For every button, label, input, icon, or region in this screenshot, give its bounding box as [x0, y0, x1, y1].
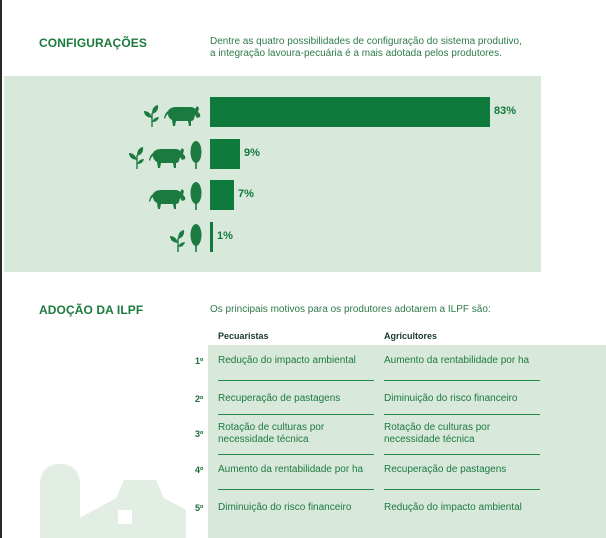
bar-1 [210, 97, 490, 127]
bar-icons-4 [169, 224, 202, 252]
row-separator [218, 489, 374, 490]
cell-agricultores-2: Diminuição do risco financeiro [384, 393, 518, 404]
rank-1: 1º [195, 356, 204, 366]
row-separator [384, 414, 540, 415]
section-title-configuracoes: CONFIGURAÇÕES [39, 36, 147, 50]
bar-4 [210, 222, 213, 252]
column-header-pecuaristas: Pecuaristas [218, 331, 269, 341]
cell-agricultores-3: Rotação de culturas por necessidade técnica [384, 422, 491, 445]
cell-pecuaristas-1: Redução do impacto ambiental [218, 355, 356, 366]
rank-2: 2º [195, 394, 204, 404]
cell-pecuaristas-2: Recuperação de pastagens [218, 393, 341, 404]
rank-5: 5º [195, 503, 204, 513]
tree-icon [190, 224, 202, 252]
bar-value-label-1: 83% [494, 105, 517, 117]
bar-icons-2 [128, 141, 202, 169]
rank-4: 4º [195, 465, 204, 475]
row-separator [384, 489, 540, 490]
section-description-line2: a integração lavoura-pecuária é a mais adotada pelos produtores. [210, 48, 502, 59]
bar-2 [210, 139, 240, 169]
bar-icons-3 [149, 182, 202, 210]
cell-pecuaristas-4: Aumento da rentabilidade por ha [218, 464, 364, 475]
cell-agricultores-5: Redução do impacto ambiental [384, 502, 522, 513]
row-separator [218, 414, 374, 415]
row-separator [218, 454, 374, 455]
row-separator [384, 454, 540, 455]
sprout-icon [169, 230, 187, 252]
bar-value-label-3: 7% [238, 188, 254, 200]
sprout-icon [143, 105, 161, 127]
section-title-adocao: ADOÇÃO DA ILPF [39, 303, 144, 317]
row-separator [218, 380, 374, 381]
row-separator [384, 380, 540, 381]
section-intro: Os principais motivos para os produtores adotarem a ILPF são: [210, 304, 491, 315]
cell-pecuaristas-5: Diminuição do risco financeiro [218, 502, 352, 513]
cow-icon [149, 186, 187, 210]
cell-agricultores-4: Recuperação de pastagens [384, 464, 507, 475]
bar-3 [210, 180, 234, 210]
page-border [0, 0, 2, 538]
cell-pecuaristas-3: Rotação de culturas por necessidade técnica [218, 422, 325, 445]
tree-icon [190, 182, 202, 210]
cell-agricultores-1: Aumento da rentabilidade por ha [384, 355, 530, 366]
section-description-line1: Dentre as quatro possibilidades de configuração do sistema produtivo, [210, 36, 522, 47]
rank-3: 3º [195, 429, 204, 439]
sprout-icon [128, 147, 146, 169]
bar-icons-1 [143, 99, 202, 127]
bar-value-label-2: 9% [244, 147, 260, 159]
tree-icon [190, 141, 202, 169]
column-header-agricultores: Agricultores [384, 331, 438, 341]
cow-icon [149, 145, 187, 169]
cow-icon [164, 103, 202, 127]
bar-value-label-4: 1% [217, 230, 233, 242]
barn-illustration [36, 458, 186, 538]
